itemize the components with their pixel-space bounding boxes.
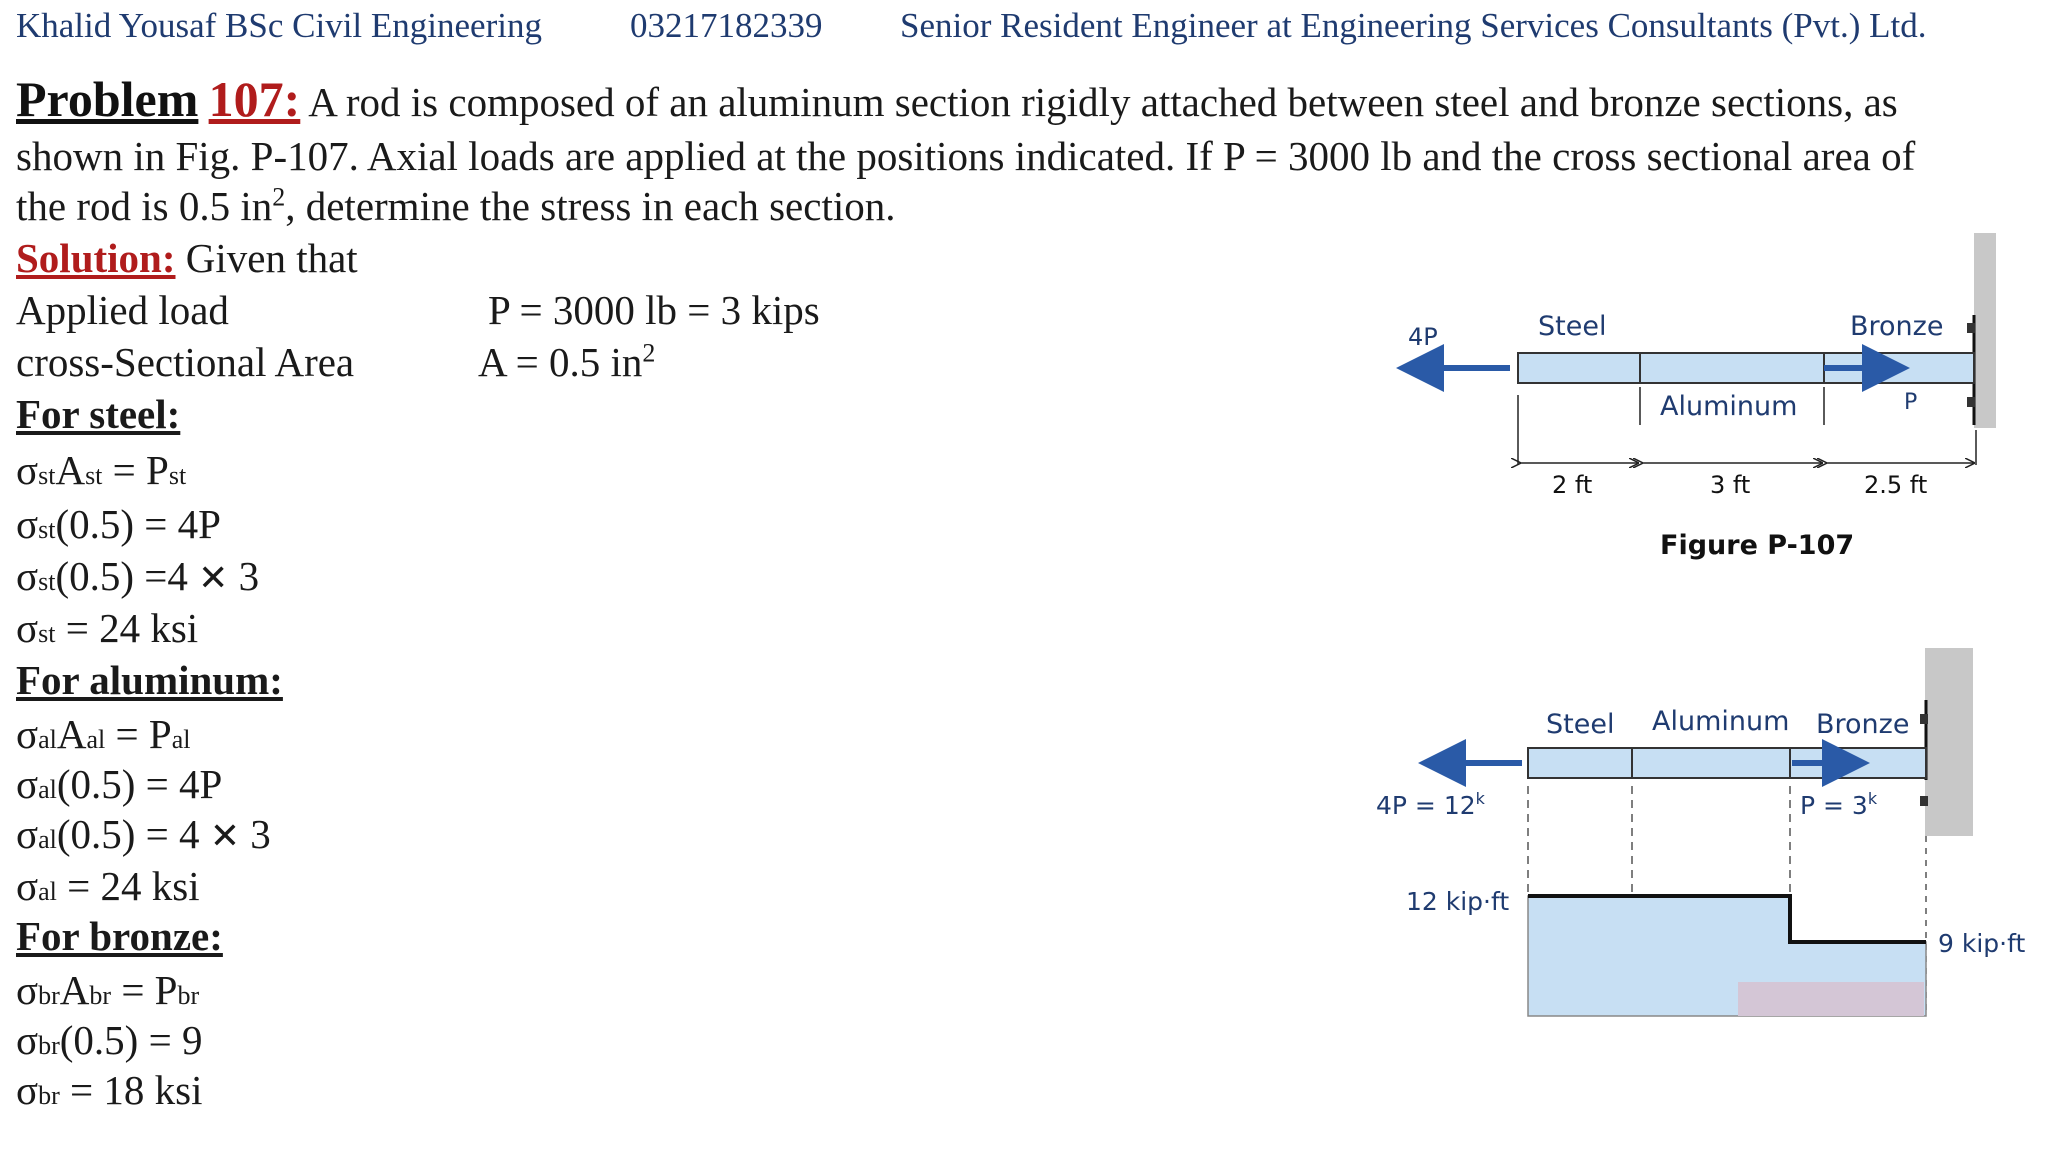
times-icon: ✕ bbox=[209, 816, 240, 857]
subscript: al bbox=[86, 725, 106, 754]
problem-word: Problem bbox=[16, 71, 199, 127]
given-label-load: Applied load bbox=[16, 287, 229, 333]
sigma-symbol: σ bbox=[16, 863, 39, 909]
eq-text: 3 bbox=[239, 811, 271, 857]
subscript: br bbox=[38, 1081, 60, 1110]
problem-line-2: shown in Fig. P-107. Axial loads are applied at the positions indicated. If P = 3000 lb and the cross sectional area of bbox=[16, 133, 1916, 179]
subscript: br bbox=[177, 981, 200, 1010]
fig1-dim-2: 3 ft bbox=[1710, 471, 1751, 499]
problem-line-1 bbox=[16, 70, 1898, 128]
sigma-symbol: σ bbox=[16, 501, 39, 547]
fig2-bronze-label: Bronze bbox=[1816, 709, 1910, 740]
subscript: st bbox=[38, 619, 56, 648]
solution-intro: Given that bbox=[175, 235, 358, 281]
steel-eq-2 bbox=[16, 500, 221, 548]
subscript: st bbox=[38, 515, 56, 544]
problem-text-3a: the rod is 0.5 in bbox=[16, 183, 273, 229]
aluminum-eq-2 bbox=[16, 760, 222, 808]
area-symbol: A bbox=[55, 447, 86, 493]
area-symbol: A bbox=[59, 967, 90, 1013]
sigma-symbol: σ bbox=[16, 605, 39, 651]
subscript: st bbox=[38, 461, 56, 490]
aluminum-eq-1 bbox=[16, 710, 190, 758]
sigma-symbol: σ bbox=[16, 811, 39, 857]
fig2-steel-label: Steel bbox=[1546, 709, 1615, 740]
aluminum-eq-3 bbox=[16, 810, 271, 858]
given-value-area-sup: 2 bbox=[642, 338, 656, 368]
subscript: al bbox=[38, 825, 57, 854]
fig1-load-left: 4P bbox=[1408, 323, 1438, 351]
bolt-bottom bbox=[1920, 796, 1928, 806]
wall bbox=[1974, 233, 1996, 428]
given-value-load bbox=[488, 286, 820, 334]
fig1-steel-label: Steel bbox=[1538, 311, 1607, 342]
steel-eq-1 bbox=[16, 446, 186, 494]
eq-text: (0.5) = 9 bbox=[59, 1017, 203, 1063]
solution-label: Solution: bbox=[16, 235, 176, 281]
times-icon: ✕ bbox=[198, 558, 229, 599]
eq-text: (0.5) = 4P bbox=[56, 761, 223, 807]
eq-text: = P bbox=[105, 711, 172, 757]
fig1-bronze-label: Bronze bbox=[1850, 311, 1944, 342]
subscript: br bbox=[38, 981, 60, 1010]
subscript: al bbox=[38, 725, 57, 754]
rod bbox=[1528, 748, 1926, 778]
solution-line bbox=[16, 234, 358, 282]
header-phone: 03217182339 bbox=[630, 6, 823, 45]
bronze-eq-2 bbox=[16, 1016, 202, 1064]
problem-number: 107: bbox=[208, 71, 301, 127]
fig2-load-mid bbox=[1800, 789, 1878, 820]
aluminum-heading: For aluminum: bbox=[16, 657, 283, 703]
bronze-eq-3 bbox=[16, 1066, 203, 1114]
given-value-area-text: A = 0.5 in bbox=[478, 339, 643, 385]
fig2-load-mid-text: P = 3 bbox=[1800, 791, 1868, 820]
steel-eq-3 bbox=[16, 552, 259, 600]
fig2-load-left-sup: k bbox=[1475, 789, 1485, 808]
sigma-symbol: σ bbox=[16, 967, 39, 1013]
given-label-area: cross-Sectional Area bbox=[16, 339, 355, 385]
header-author: Khalid Yousaf BSc Civil Engineering bbox=[16, 6, 542, 45]
bolt-top bbox=[1920, 714, 1928, 724]
problem-text-3b: , determine the stress in each section. bbox=[285, 183, 896, 229]
eq-text: = 24 ksi bbox=[56, 863, 200, 909]
eq-text: = 24 ksi bbox=[55, 605, 199, 651]
rod-steel bbox=[1518, 353, 1640, 383]
sigma-symbol: σ bbox=[16, 1067, 39, 1113]
subscript: al bbox=[38, 775, 57, 804]
eq-text: (0.5) = 4P bbox=[55, 501, 221, 547]
aluminum-eq-4 bbox=[16, 862, 200, 910]
subscript: al bbox=[171, 725, 191, 754]
eq-text: = P bbox=[102, 447, 169, 493]
steel-eq-4 bbox=[16, 604, 198, 652]
bolt-bottom bbox=[1967, 397, 1975, 407]
subscript: st bbox=[168, 461, 187, 490]
rod-aluminum bbox=[1640, 353, 1824, 383]
problem-text-3-sup: 2 bbox=[272, 182, 286, 212]
given-value-load-text: P = 3000 lb = 3 kips bbox=[488, 287, 820, 333]
force-tint bbox=[1738, 982, 1924, 1016]
subscript: al bbox=[38, 877, 57, 906]
fig1-dim-1: 2 ft bbox=[1552, 471, 1593, 499]
fig1-dim-3: 2.5 ft bbox=[1864, 471, 1928, 499]
fig2-level-2: 9 kip·ft bbox=[1938, 929, 2026, 958]
sigma-symbol: σ bbox=[16, 553, 39, 599]
problem-text-1: A rod is composed of an aluminum section rigidly attached between steel and bronze sections, as bbox=[308, 79, 1898, 125]
load-diagram bbox=[1370, 640, 2040, 1040]
subscript: st bbox=[85, 461, 103, 490]
fig1-load-mid: P bbox=[1904, 390, 1918, 415]
subscript: br bbox=[89, 981, 112, 1010]
fig2-aluminum-label: Aluminum bbox=[1652, 706, 1790, 737]
sigma-symbol: σ bbox=[16, 711, 39, 757]
bronze-heading: For bronze: bbox=[16, 913, 223, 959]
fig2-level-1: 12 kip·ft bbox=[1406, 887, 1510, 916]
fig2-load-left-text: 4P = 12 bbox=[1376, 791, 1476, 820]
bolt-top bbox=[1967, 323, 1975, 333]
eq-text: (0.5) = 4 bbox=[56, 811, 210, 857]
problem-line-3 bbox=[16, 182, 895, 230]
area-symbol: A bbox=[56, 711, 87, 757]
sigma-symbol: σ bbox=[16, 1017, 39, 1063]
sigma-symbol: σ bbox=[16, 761, 39, 807]
wall bbox=[1925, 648, 1973, 836]
header-position: Senior Resident Engineer at Engineering Services Consultants (Pvt.) Ltd. bbox=[900, 6, 1927, 45]
fig2-load-left bbox=[1376, 789, 1486, 820]
eq-text: = P bbox=[111, 967, 178, 1013]
subscript: st bbox=[38, 567, 56, 596]
subscript: br bbox=[38, 1031, 60, 1060]
fig1-aluminum-label: Aluminum bbox=[1660, 391, 1798, 422]
eq-text: (0.5) =4 bbox=[55, 553, 199, 599]
eq-text: = 18 ksi bbox=[59, 1067, 203, 1113]
sigma-symbol: σ bbox=[16, 447, 39, 493]
steel-heading: For steel: bbox=[16, 391, 181, 437]
eq-text: 3 bbox=[228, 553, 260, 599]
fig1-caption: Figure P-107 bbox=[1660, 530, 1855, 561]
bronze-eq-1 bbox=[16, 966, 199, 1014]
given-value-area bbox=[478, 338, 655, 386]
fig2-load-mid-sup: k bbox=[1867, 789, 1878, 808]
figure-p107 bbox=[1380, 225, 2020, 585]
